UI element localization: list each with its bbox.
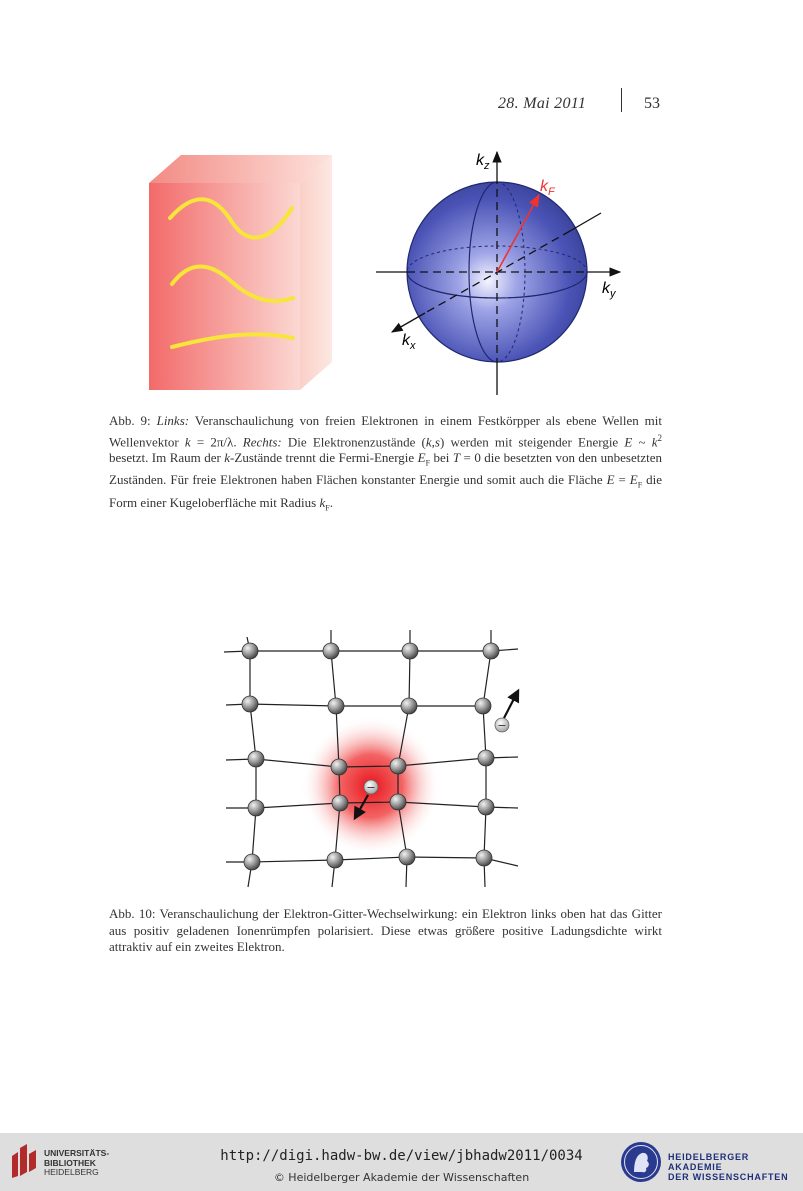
- figure-10-lattice-illustration: [210, 615, 540, 890]
- ion: [248, 751, 264, 767]
- kf-label: $k_F$: [540, 178, 555, 198]
- ion: [402, 643, 418, 659]
- solid-body-box: [149, 155, 332, 390]
- document-url-link[interactable]: http://digi.hadw-bw.de/view/jbhadw2011/0034: [220, 1148, 583, 1164]
- ion: [478, 799, 494, 815]
- ion: [327, 852, 343, 868]
- academy-seal-logo: [620, 1141, 662, 1183]
- figure-10-caption: Abb. 10: Veranschaulichung der Elektron-Gitter-Wechselwirkung: ein Elektron links oben hat das Gitter aus positiv geladenen Ionenrümpfen polarisiert. Diese etwas größere positive Ladungsdichte wirkt attraktiv auf ein zweites Elektron.: [109, 906, 662, 954]
- electron-1-arrow: [504, 691, 518, 718]
- academy-name: HEIDELBERGER AKADEMIE DER WISSENSCHAFTEN: [668, 1152, 789, 1182]
- ion: [248, 800, 264, 816]
- kz-label: $k_z$: [476, 152, 490, 172]
- copyright-notice: © Heidelberger Akademie der Wissenschaften: [273, 1171, 530, 1184]
- figure-9-illustration: [140, 140, 660, 405]
- figure-9-caption: Abb. 9: Links: Veranschaulichung von freien Elektronen in einem Festkörpper als ebene Wellen mit Wellenvektor k = 2π/λ. Rechts: Die Elektronenzustände (k,s) werden mit steigender Energie E ~ $k^2$ besetzt. Im Raum der k-Zustände trennt die Fermi-Energie $E_F$ bei T = 0 die besetzten von den unbesetzten Zuständen. Für freie Elektronen haben Flächen konstanter Energie und somit auch die Fläche $E = E_F$ die Form einer Kugeloberfläche mit Radius $k_F$.: [109, 413, 663, 513]
- ion: [242, 643, 258, 659]
- footer-bar: [0, 1133, 803, 1191]
- ion: [483, 643, 499, 659]
- ion: [390, 758, 406, 774]
- university-library-name: UNIVERSITÄTS- BIBLIOTHEK HEIDELBERG: [44, 1148, 110, 1177]
- page-number: 53: [644, 95, 660, 112]
- kx-label: $k_x$: [402, 332, 416, 352]
- ion: [323, 643, 339, 659]
- electron-1: [495, 691, 518, 732]
- ion: [332, 795, 348, 811]
- header-separator: [621, 88, 622, 112]
- ion: [331, 759, 347, 775]
- ion: [478, 750, 494, 766]
- ion: [242, 696, 258, 712]
- ion: [476, 850, 492, 866]
- ion: [475, 698, 491, 714]
- ion: [390, 794, 406, 810]
- ion: [328, 698, 344, 714]
- electron-2-charge: −: [366, 781, 376, 794]
- ion: [244, 854, 260, 870]
- ion: [399, 849, 415, 865]
- ky-label: $k_y$: [602, 280, 616, 300]
- electron-1-charge: −: [497, 719, 507, 732]
- ion: [401, 698, 417, 714]
- running-header-date: 28. Mai 2011: [498, 95, 587, 112]
